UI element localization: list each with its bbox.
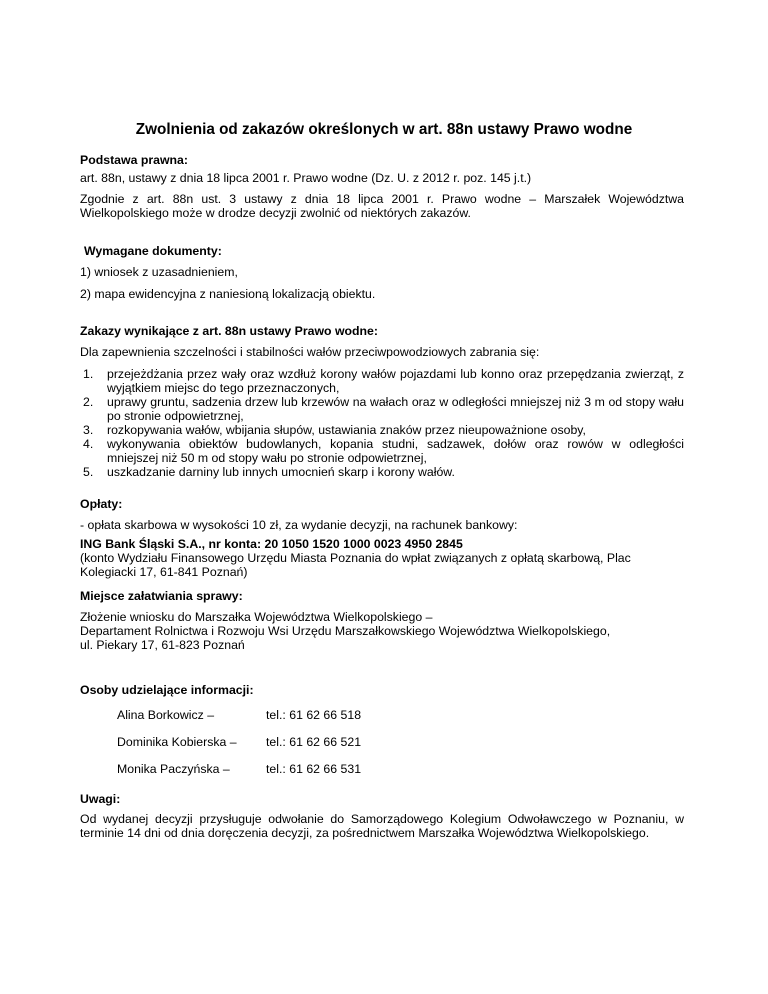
list-item: 2. uprawy gruntu, sadzenia drzew lub krzewów na wałach oraz w odległości mniejszej niż 3 m od stopy wału po stronie odpowietrznej, [83,395,684,423]
contact-phone: tel.: 61 62 66 518 [266,708,362,722]
documents-item-2: 2) mapa ewidencyjna z naniesioną lokalizacją obiektu. [80,287,376,301]
legal-basis-heading: Podstawa prawna: [80,153,188,167]
prohibitions-intro: Dla zapewnienia szczelności i stabilności wałów przeciwpowodziowych zabrania się: [80,345,540,359]
prohibitions-heading: Zakazy wynikające z art. 88n ustawy Prawo wodne: [80,324,378,338]
documents-heading: Wymagane dokumenty: [84,244,222,258]
place-line-3: ul. Piekary 17, 61-823 Poznań [80,638,245,652]
remarks-heading: Uwagi: [80,792,121,806]
document-title: Zwolnienia od zakazów określonych w art. 88n ustawy Prawo wodne [135,121,633,138]
contact-name: Dominika Kobierska – [117,735,237,749]
place-heading: Miejsce załatwiania sprawy: [80,589,243,603]
contact-phone: tel.: 61 62 66 531 [266,762,362,776]
remarks-text: Od wydanej decyzji przysługuje odwołanie do Samorządowego Kolegium Odwoławczego w Poznaniu, w terminie 14 dni od dnia doręczenia decyzji, za pośrednictwem Marszałka Województwa Wielkopolskiego. [80,812,684,840]
contact-name: Alina Borkowicz – [117,708,215,722]
list-item: 4. wykonywania obiektów budowlanych, kopania studni, sadzawek, dołów oraz rowów w odległości mniejszej niż 50 m od stopy wału po stronie odpowietrznej, [83,437,684,465]
documents-item-1: 1) wniosek z uzasadnieniem, [80,265,238,279]
legal-basis-paragraph: Zgodnie z art. 88n ust. 3 ustawy z dnia 18 lipca 2001 r. Prawo wodne – Marszałek Województwa Wielkopolskiego może w drodze decyzji zwolnić od niektórych zakazów. [80,192,684,220]
bank-account-note: (konto Wydziału Finansowego Urzędu Miasta Poznania do wpłat związanych z opłatą skarbową, Plac Kolegiacki 17, 61-841 Poznań) [80,551,631,579]
prohibitions-list [80,367,684,479]
contacts-heading: Osoby udzielające informacji: [80,683,254,697]
fees-heading: Opłaty: [80,497,123,511]
place-line-1: Złożenie wniosku do Marszałka Województwa Wielkopolskiego – [80,610,433,624]
contact-phone: tel.: 61 62 66 521 [266,735,362,749]
bank-account: ING Bank Śląski S.A., nr konta: 20 1050 1520 1000 0023 4950 2845 [80,537,463,551]
fees-line: - opłata skarbowa w wysokości 10 zł, za wydanie decyzji, na rachunek bankowy: [80,518,518,532]
contact-name: Monika Paczyńska – [117,762,230,776]
place-line-2: Departament Rolnictwa i Rozwoju Wsi Urzędu Marszałkowskiego Województwa Wielkopolskiego, [80,624,611,638]
list-item: 1. przejeżdżania przez wały oraz wzdłuż korony wałów pojazdami lub konno oraz przepędzania zwierząt, z wyjątkiem miejsc do tego przeznaczonych, [83,367,684,395]
list-item: 3. rozkopywania wałów, wbijania słupów, ustawiania znaków przez nieupoważnione osoby, [83,423,586,437]
list-item: 5. uszkadzanie darniny lub innych umocnień skarp i korony wałów. [83,465,455,479]
legal-basis-line: art. 88n, ustawy z dnia 18 lipca 2001 r. Prawo wodne (Dz. U. z 2012 r. poz. 145 j.t.) [80,171,532,185]
